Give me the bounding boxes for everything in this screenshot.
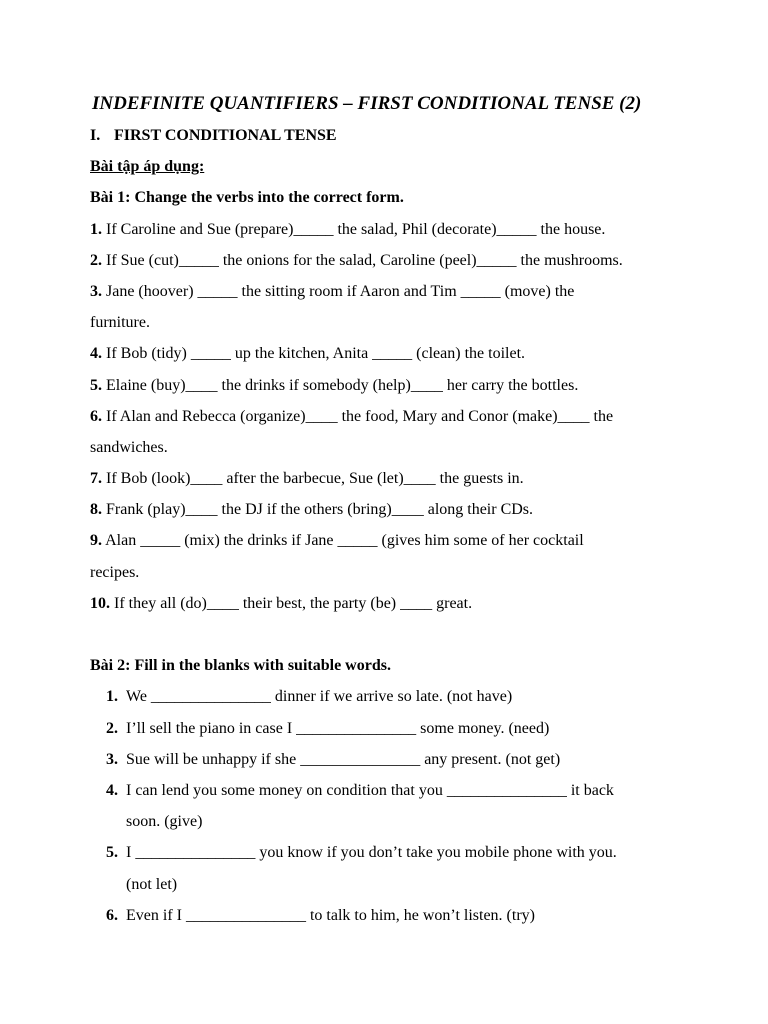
item-text: If Sue (cut)_____ the onions for the salad, Caroline (peel)_____ the mushrooms. — [106, 251, 623, 269]
exercise1-item — [90, 245, 690, 276]
exercise1-item-continuation — [90, 432, 690, 463]
exercise1-heading: Bài 1: Change the verbs into the correct form. — [90, 189, 404, 207]
exercise1-list — [90, 214, 690, 619]
item-number: 5. — [106, 844, 118, 862]
section-title: FIRST CONDITIONAL TENSE — [114, 127, 337, 144]
item-text: I’ll sell the piano in case I _______________ some money. (need) — [126, 719, 550, 737]
exercise-subheading: Bài tập áp dụng: — [90, 158, 205, 176]
item-number: 2. — [90, 251, 102, 269]
item-text: If Alan and Rebecca (organize)____ the food, Mary and Conor (make)____ the — [106, 407, 614, 425]
exercise1-item-continuation — [90, 557, 690, 588]
item-number: 1. — [90, 220, 102, 238]
spacer — [90, 619, 690, 650]
document-title: INDEFINITE QUANTIFIERS – FIRST CONDITIONAL TENSE (2) — [92, 93, 642, 114]
item-number: 6. — [106, 906, 118, 924]
exercise1-item — [90, 214, 690, 245]
exercise2-item — [90, 900, 690, 931]
item-number: 8. — [90, 501, 102, 519]
item-number: 4. — [106, 781, 118, 799]
exercise1-item — [90, 276, 690, 307]
item-number: 3. — [90, 282, 102, 300]
item-number: 9. — [90, 532, 102, 550]
exercise2-item-continuation — [90, 806, 690, 837]
item-number: 3. — [106, 750, 118, 768]
item-number: 2. — [106, 719, 118, 737]
item-text: If Bob (look)____ after the barbecue, Sue (let)____ the guests in. — [106, 470, 524, 488]
item-text: recipes. — [90, 563, 140, 581]
exercise2-list — [90, 681, 690, 931]
item-number: 6. — [90, 407, 102, 425]
item-text: If they all (do)____ their best, the party (be) ____ great. — [114, 594, 473, 612]
item-text: Alan _____ (mix) the drinks if Jane _____ (gives him some of her cocktail — [105, 532, 584, 550]
exercise1-item — [90, 525, 690, 556]
exercise1-item-continuation — [90, 307, 690, 338]
document-page — [90, 88, 690, 931]
item-text: furniture. — [90, 314, 150, 332]
exercise2-item — [90, 713, 690, 744]
exercise1-item — [90, 463, 690, 494]
item-number: 5. — [90, 376, 102, 394]
exercise1-item — [90, 338, 690, 369]
exercise1-item — [90, 401, 690, 432]
item-text: Jane (hoover) _____ the sitting room if Aaron and Tim _____ (move) the — [106, 282, 575, 300]
exercise2-item — [90, 775, 690, 806]
exercise2-heading: Bài 2: Fill in the blanks with suitable words. — [90, 657, 391, 675]
item-number: 4. — [90, 345, 102, 363]
item-text: We _______________ dinner if we arrive so late. (not have) — [126, 688, 513, 706]
exercise2-item — [90, 681, 690, 712]
exercise2-item-continuation — [90, 869, 690, 900]
item-text: I can lend you some money on condition that you _______________ it back — [126, 781, 614, 799]
item-number: 1. — [106, 688, 118, 706]
exercise1-item — [90, 588, 690, 619]
item-text: I _______________ you know if you don’t take you mobile phone with you. — [126, 844, 617, 862]
exercise2-item — [90, 744, 690, 775]
item-number: 10. — [90, 594, 110, 612]
section-heading — [90, 120, 690, 151]
item-text: (not let) — [126, 875, 178, 893]
item-text: sandwiches. — [90, 438, 168, 456]
item-text: Even if I _______________ to talk to him, he won’t listen. (try) — [126, 906, 535, 924]
item-number: 7. — [90, 470, 102, 488]
item-text: If Caroline and Sue (prepare)_____ the salad, Phil (decorate)_____ the house. — [106, 220, 606, 238]
item-text: soon. (give) — [126, 813, 203, 831]
item-text: If Bob (tidy) _____ up the kitchen, Anita _____ (clean) the toilet. — [106, 345, 526, 363]
exercise1-item — [90, 370, 690, 401]
item-text: Sue will be unhappy if she _______________ any present. (not get) — [126, 750, 561, 768]
section-number: I. — [90, 127, 101, 144]
item-text: Elaine (buy)____ the drinks if somebody (help)____ her carry the bottles. — [106, 376, 579, 394]
exercise1-item — [90, 494, 690, 525]
exercise2-item — [90, 837, 690, 868]
item-text: Frank (play)____ the DJ if the others (bring)____ along their CDs. — [106, 501, 534, 519]
